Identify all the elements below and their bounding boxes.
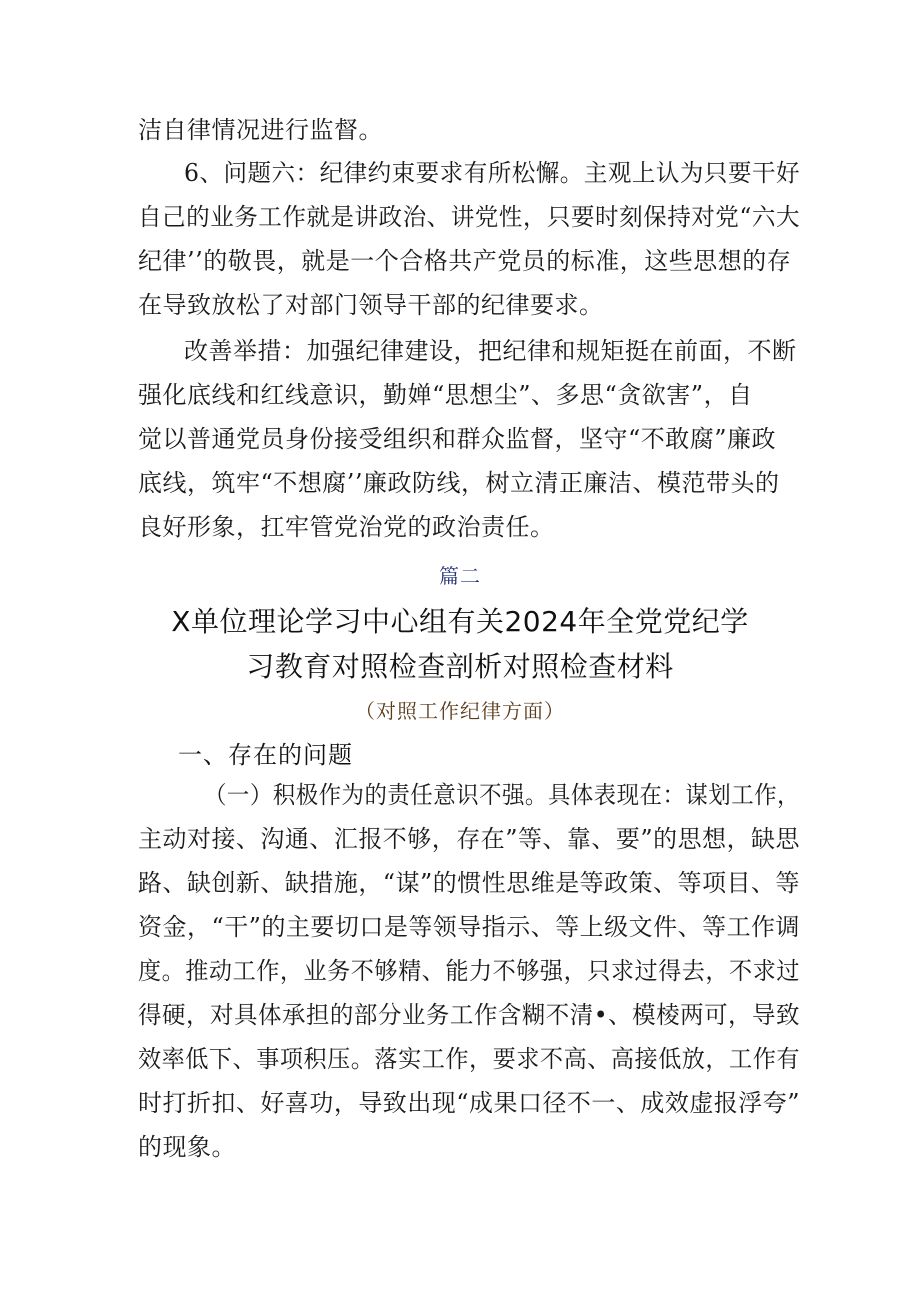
text-line: 度。推动工作，业务不够精、能力不够强，只求过得去，不求过 xyxy=(138,957,800,985)
text-line: 洁自律情况进行监督。 xyxy=(138,116,383,144)
section-heading: 一、存在的问题 xyxy=(178,741,353,769)
text-line: 的现象。 xyxy=(138,1133,236,1161)
document-title-line-1: X单位理论学习中心组有关2024年全党党纪学 xyxy=(171,605,749,638)
text-line: 在导致放松了对部门领导干部的纪律要求。 xyxy=(138,291,604,319)
text-line: 自己的业务工作就是讲政治、讲党性，只要时刻保持对党“六大 xyxy=(138,203,801,231)
text-line: 主动对接、沟通、汇报不够，存在”等、靠、要”的思想，缺思 xyxy=(138,825,801,853)
text-line: 纪律’’的敬畏，就是一个合格共产党员的标准，这些思想的存 xyxy=(138,247,792,275)
section-label: 篇二 xyxy=(439,564,481,588)
text-line: 时打折扣、好喜功，导致出现“成果口径不一、成效虚报浮夸” xyxy=(138,1089,801,1117)
text-line: 强化底线和红线意识，勤婵“思想尘”、多思“贪欲害”，自 xyxy=(138,381,753,409)
text-line: 良好形象，扛牢管党治党的政治责任。 xyxy=(138,513,555,541)
text-line: 底线，筑牢“不想腐’’廉政防线，树立清正廉洁、模范带头的 xyxy=(138,469,780,497)
text-line: 效率低下、事项积压。落实工作，要求不高、高接低放，工作有 xyxy=(138,1045,800,1073)
document-subtitle: （对照工作纪律方面） xyxy=(355,699,565,723)
text-line: 资金，“干”的主要切口是等领导指示、等上级文件、等工作调 xyxy=(138,913,801,941)
text-line: 改善举措：加强纪律建设，把纪律和规矩挺在前面，不断 xyxy=(184,337,797,365)
text-line: 6、问题六：纪律约束要求有所松懈。主观上认为只要干好 xyxy=(184,159,801,187)
text-line: 路、缺创新、缺措施，“谋”的惯性思维是等政策、等项目、等 xyxy=(138,869,801,897)
document-title-line-2: 习教育对照检查剖析对照检查材料 xyxy=(246,650,674,683)
text-line: 觉以普通党员身份接受组织和群众监督，坚守“不敢腐”廉政 xyxy=(138,425,777,453)
text-line: （一）积极作为的责任意识不强。具体表现在：谋划工作， xyxy=(204,781,800,809)
text-line: 得硬，对具体承担的部分业务工作含糊不清•、模棱两可，导致 xyxy=(138,1001,801,1029)
